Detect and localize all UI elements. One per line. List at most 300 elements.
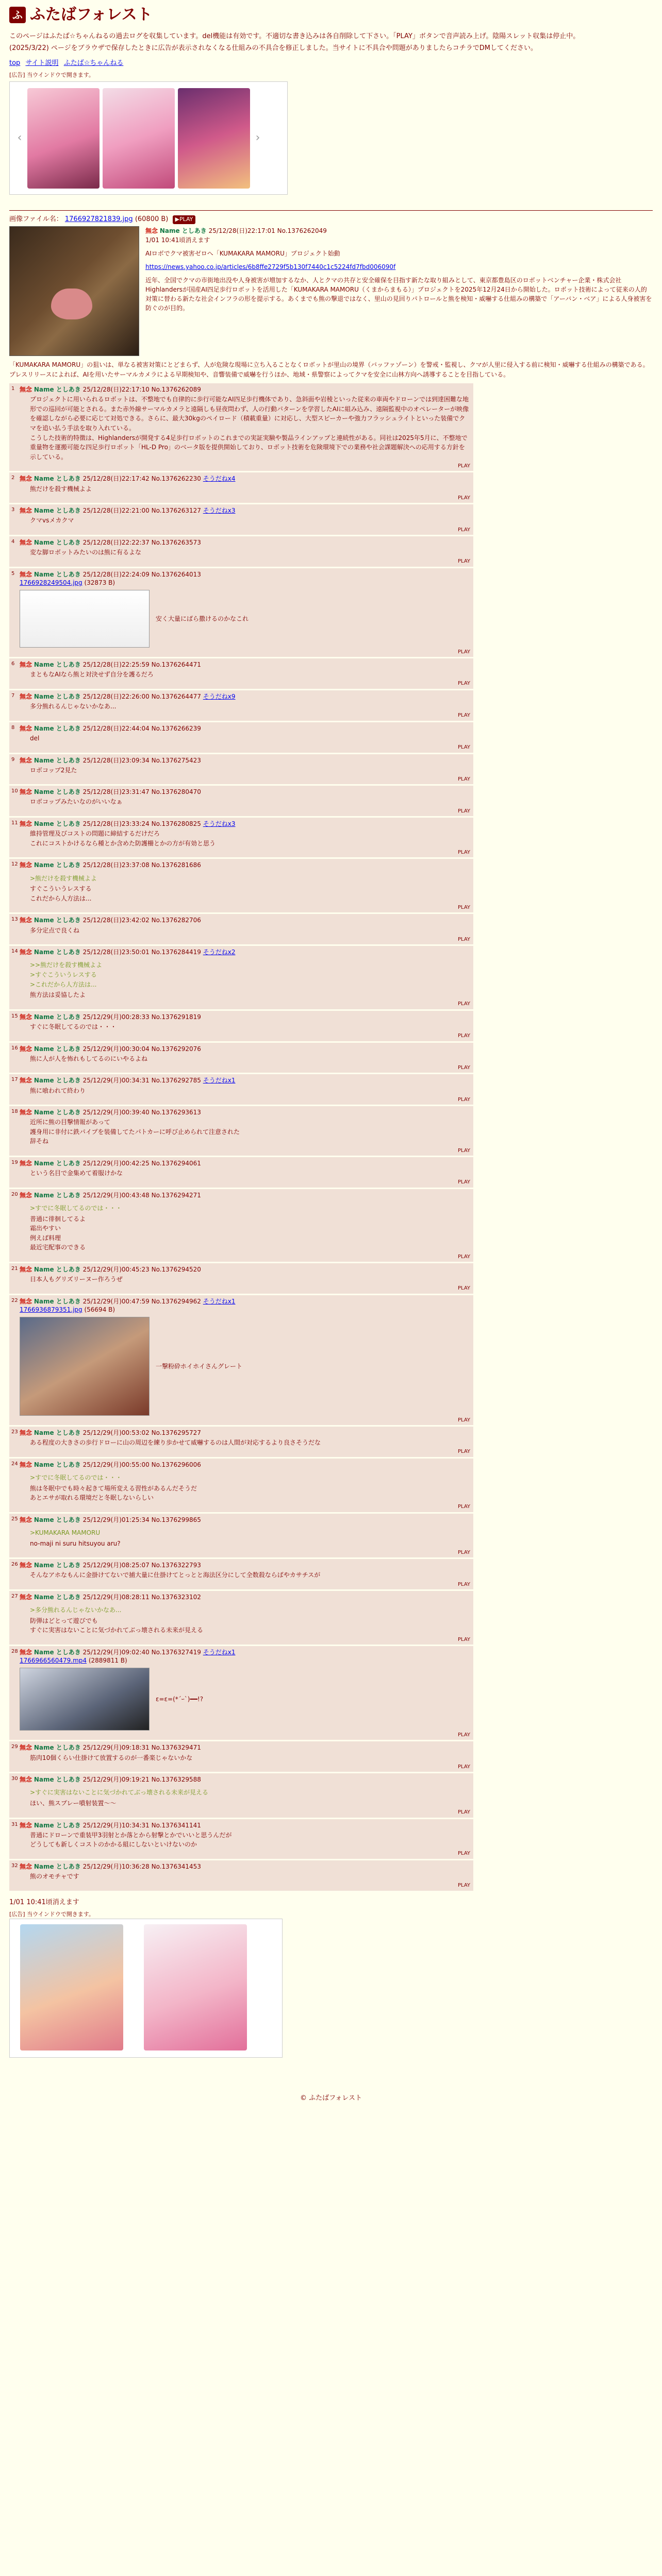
ad-label: [広告] 当ウインドウで開きます。 [9, 72, 94, 79]
chevron-left-icon[interactable]: ‹ [17, 131, 22, 145]
ad-thumbnail[interactable] [178, 88, 250, 189]
play-button[interactable]: PLAY [457, 1504, 470, 1510]
subject: 無念 [20, 570, 32, 578]
post-datetime: 25/12/28(日)22:22:37 [82, 539, 150, 547]
reply-index: 14 [11, 948, 18, 955]
play-button[interactable]: PLAY [457, 681, 470, 687]
reply-index: 9 [11, 756, 15, 762]
post-number[interactable]: No.1376327419 [151, 1649, 201, 1656]
reply-index: 6 [11, 661, 15, 667]
reply-quote: >すでに冬眠してるのでは・・・ [30, 1205, 122, 1212]
subject: 無念 [20, 1297, 32, 1305]
play-button[interactable]: PLAY [457, 558, 470, 565]
post-number[interactable]: No.1376281686 [151, 861, 201, 869]
post-datetime: 25/12/29(月)00:28:33 [82, 1013, 150, 1021]
reply-index: 19 [11, 1160, 18, 1166]
play-button[interactable]: PLAY [457, 1581, 470, 1587]
op-file-size: (60800 B) [135, 215, 169, 224]
reply-text: 熊は冬眠中でも時々起きて場所変える習性があるんだそうだ あとエサが取れる環境だと冬眠しないらしい [30, 1484, 197, 1502]
play-button[interactable]: PLAY [457, 936, 470, 942]
post-number[interactable]: No.1376262089 [151, 386, 201, 394]
reply-post [9, 786, 473, 816]
reply-post [9, 859, 473, 912]
reply-quote: >熊だけを殺す機械よよ [30, 874, 97, 882]
reply-text: そんなアホなもんに金掛けてないで捕大量に仕掛けてとっとと海法区分にして全数殺ならばやカサチスが [30, 1571, 321, 1579]
subject: 無念 [20, 861, 32, 869]
poster-name: Name としあき [34, 1862, 81, 1870]
notice-line: このページはふたば☆ちゃんねるの過去ログを収集しています。del機能は有効です。不適切な書き込みは各自削除して下さい。「PLAY」ボタンで音声読み上げ。陰陽スレット収集は停止中。 [9, 32, 580, 40]
play-button[interactable]: PLAY [457, 649, 470, 655]
subject: 無念 [20, 1862, 32, 1870]
post-number[interactable]: No.1376293613 [151, 1109, 201, 1116]
subject: 無念 [20, 475, 32, 483]
play-button[interactable]: PLAY [457, 808, 470, 814]
play-button[interactable]: PLAY [457, 1001, 470, 1007]
reply-quote: >すでに冬眠してるのでは・・・ [30, 1474, 122, 1482]
reply-index: 24 [11, 1461, 18, 1467]
post-datetime: 25/12/29(月)09:19:21 [82, 1776, 150, 1784]
play-button[interactable]: PLAY [457, 776, 470, 782]
post-number[interactable]: No.1376291819 [151, 1013, 201, 1021]
op-file-link[interactable]: 1766927821839.jpg [64, 215, 133, 224]
reply-post [9, 1189, 473, 1262]
post-number[interactable]: No.1376280470 [151, 788, 201, 796]
nav-links [9, 59, 653, 68]
reply-index: 32 [11, 1862, 18, 1869]
post-number[interactable]: No.1376263127 [151, 507, 201, 515]
post-datetime: 25/12/29(月)00:47:59 [82, 1297, 150, 1305]
post-number[interactable]: No.1376294271 [151, 1191, 201, 1199]
post-number[interactable]: No.1376341453 [151, 1862, 201, 1870]
op-headline: AIロボでクマ被害ゼロへ「KUMAKARA MAMORU」プロジェクト始動 [145, 249, 340, 257]
post-datetime: 25/12/28(日)22:17:10 [82, 386, 150, 394]
reply-text: 日本人もグリズリーヌー作ろうぜ [30, 1276, 123, 1283]
op-paragraph: 「KUMAKARA MAMORU」の狙いは、単なる被害対策にとどまらず、人が危険な現場に立ち入ることなくロボットが里山の境界（バッファゾーン）を警戒・監視し、クマが人里に侵入する前に検知・威嚇する仕組みの構築である。プレスリリースによれば、AIを用いたサーマルカメラによる早期検知や、音響装備で威嚇を行うほか、地域・県警察によってクマを安全に山林方向へ誘導することを目指している。 [9, 361, 649, 378]
ad-label: [広告] 当ウインドウで開きます。 [9, 1911, 94, 1918]
poster-name: Name としあき [34, 756, 81, 764]
poster-name: Name としあき [34, 1077, 81, 1084]
reply-post [9, 1043, 473, 1073]
reply-text: すぐこういうレスする これだから人方法は... [30, 885, 92, 902]
reply-text: 近所に熊の目撃情報があって 護身用に非付に鉄パイプを装備してたパトカーに呼び止められて注意された 辞そね [30, 1118, 240, 1145]
reply-index: 28 [11, 1649, 18, 1655]
reply-text: 防弾はどとって遊びでも すぐに実害はないことに気づかれてぶっ壊される未来が見える [30, 1617, 204, 1634]
reply-text: del [30, 734, 40, 742]
reply-index: 31 [11, 1821, 18, 1827]
poster-name: Name としあき [34, 1594, 81, 1601]
reply-index: 22 [11, 1297, 18, 1303]
post-datetime: 25/12/29(月)00:55:00 [82, 1461, 150, 1468]
subject: 無念 [20, 507, 32, 515]
post-datetime: 25/12/28(日)22:17:42 [82, 475, 150, 483]
reply-text: ε=ε=(*´ｰ`)━━!? [156, 1696, 204, 1703]
reply-index: 26 [11, 1562, 18, 1568]
post-datetime: 25/12/28(日)23:50:01 [82, 948, 150, 956]
play-button[interactable]: PLAY [457, 744, 470, 751]
reply-text: 普通にドローンで重装甲3羽射とか落とから射撃とかでいいと思うんだが どうしても新しくコストのかかる組にしないといけないのか [30, 1831, 232, 1849]
ad-banner[interactable] [9, 1919, 283, 2058]
reply-text: 熊方法は妥協したよ [30, 991, 86, 999]
reply-post [9, 504, 473, 535]
post-number[interactable]: No.1376266239 [151, 724, 201, 732]
poster-name: Name としあき [159, 227, 207, 234]
sodane-button[interactable]: そうだねx4 [203, 475, 236, 483]
sodane-button[interactable]: そうだねx1 [203, 1649, 236, 1656]
reply-text: 熊に喰われて終わり [30, 1087, 86, 1094]
reply-text: 変な脚ロボットみたいのは熊に有るよな [30, 549, 142, 556]
nav-futaba-link[interactable]: ふたば☆ちゃんねる [63, 59, 124, 67]
subject: 無念 [20, 1744, 32, 1752]
site-title[interactable]: ふたばフォレスト [30, 5, 153, 24]
reply-post [9, 1459, 473, 1512]
reply-text: ほい、熊スプレー噴射装置〜〜 [30, 1799, 117, 1807]
subject: 無念 [20, 1516, 32, 1523]
post-number[interactable]: No.1376264471 [151, 661, 201, 669]
reply-post [9, 1106, 473, 1156]
reply-post [9, 914, 473, 944]
subject: 無念 [20, 788, 32, 796]
post-number[interactable]: No.1376323102 [151, 1594, 201, 1601]
op-file-line [9, 215, 653, 224]
post-datetime: 25/12/29(月)08:28:11 [82, 1594, 150, 1601]
reply-post [9, 1860, 473, 1891]
post-datetime: 25/12/29(月)00:43:48 [82, 1191, 150, 1199]
op-image[interactable] [9, 226, 139, 356]
op-paragraph: 近年、全国でクマの市街地出没や人身被害が増加するなか、人とクマの共存と安全確保を目指す新たな取り組みとして、東京都豊島区のロボットベンチャー企業・株式会社Highlandersが国産AI四足歩行ロボットを活用した「KUMAKARA MAMORU（くまからまもる）」プロジェクトを2025年12月24日から開始した。ロボット技術によって従来の人的対策に替わる新たな社会インフラの形を提示する。あくまでも熊の撃退ではなく、里山の見回りパトロールと熊を検知・威嚇する仕組みの構築で「アーバン・ベア」による人身被害を防ぐのが目的。 [145, 276, 652, 312]
poster-name: Name としあき [34, 1821, 81, 1829]
poster-name: Name としあき [34, 1160, 81, 1167]
reply-index: 15 [11, 1013, 18, 1019]
divider [9, 210, 653, 211]
reply-index: 25 [11, 1516, 18, 1522]
post-datetime: 25/12/29(月)00:53:02 [82, 1429, 150, 1437]
reply-index: 21 [11, 1266, 18, 1272]
subject: 無念 [20, 1013, 32, 1021]
play-button[interactable]: PLAY [457, 713, 470, 719]
reply-text: まともなAIなら熊と対決せず自分を護るだろ [30, 671, 154, 679]
sodane-button[interactable]: そうだねx1 [203, 1077, 236, 1084]
reply-post [9, 818, 473, 857]
reply-post [9, 383, 473, 471]
post-number[interactable]: No.1376264477 [151, 692, 201, 700]
poster-name: Name としあき [34, 1013, 81, 1021]
reply-post [9, 690, 473, 721]
post-datetime: 25/12/28(日)23:33:24 [82, 820, 150, 828]
poster-name: Name としあき [34, 1109, 81, 1116]
post-number[interactable]: No.1376329588 [151, 1776, 201, 1784]
post-datetime: 25/12/29(月)00:30:04 [82, 1045, 150, 1053]
sodane-button[interactable]: そうだねx1 [203, 1297, 236, 1305]
sodane-button[interactable]: そうだねx3 [203, 820, 236, 828]
sodane-button[interactable]: そうだねx2 [203, 948, 236, 956]
poster-name: Name としあき [34, 386, 81, 394]
reply-post [9, 1011, 473, 1041]
reply-text: クマvsメカクマ [30, 517, 74, 524]
reply-post [9, 722, 473, 753]
reply-index: 10 [11, 788, 18, 794]
sodane-button[interactable]: そうだねx9 [203, 692, 236, 700]
reply-index: 20 [11, 1191, 18, 1197]
post-number[interactable]: No.1376282706 [151, 917, 201, 924]
reply-post [9, 1263, 473, 1294]
play-button[interactable]: PLAY [457, 1449, 470, 1455]
play-button[interactable]: PLAY [457, 904, 470, 910]
subject: 無念 [20, 1045, 32, 1053]
reply-quote: >KUMAKARA MAMORU [30, 1529, 101, 1537]
post-number[interactable]: No.1376292785 [151, 1077, 201, 1084]
subject: 無念 [20, 820, 32, 828]
play-button[interactable]: PLAY [457, 1549, 470, 1555]
reply-list [9, 383, 653, 1891]
reply-file-link[interactable]: 1766928249504.jpg [20, 579, 82, 586]
sodane-button[interactable]: そうだねx3 [203, 507, 236, 515]
reply-image[interactable] [20, 1317, 150, 1416]
play-button[interactable]: PLAY [457, 1285, 470, 1292]
post-datetime: 25/12/28(日)22:21:00 [82, 507, 150, 515]
reply-quote: >すぐに実害はないことに気づかれてぶっ壊される未来が見える [30, 1789, 209, 1797]
notice [9, 32, 653, 54]
poster-name: Name としあき [34, 861, 81, 869]
reply-index: 30 [11, 1776, 18, 1782]
post-number[interactable]: No.1376299865 [151, 1516, 201, 1523]
post-datetime: 25/12/29(月)00:42:25 [82, 1160, 150, 1167]
play-button[interactable]: PLAY [457, 1883, 470, 1889]
play-button[interactable]: PLAY [457, 1809, 470, 1816]
play-button[interactable]: ▶PLAY [173, 215, 196, 224]
play-button[interactable]: PLAY [457, 1179, 470, 1185]
subject: 無念 [145, 227, 158, 234]
notice-line: (2025/3/22) ページをブラウザで保存したときに広告が表示されなくなる仕組みの不具合を修正しました。当サイトに不具合や問題がありましたらコチラでDMしてください。 [9, 44, 537, 52]
poster-name: Name としあき [34, 475, 81, 483]
reply-post [9, 568, 473, 657]
play-button[interactable]: PLAY [457, 849, 470, 855]
nav-top-link[interactable]: top [9, 59, 21, 67]
reply-post [9, 754, 473, 785]
reply-text: ロボコップみたいなのがいいなぁ [30, 798, 123, 806]
reply-index: 29 [11, 1744, 18, 1750]
poster-name: Name としあき [34, 1191, 81, 1199]
poster-name: Name としあき [34, 1045, 81, 1053]
play-button[interactable]: PLAY [457, 1033, 470, 1039]
poster-name: Name としあき [34, 661, 81, 669]
poster-name: Name としあき [34, 1266, 81, 1274]
poster-name: Name としあき [34, 1744, 81, 1752]
post-number[interactable]: No.1376294520 [151, 1266, 201, 1274]
subject: 無念 [20, 724, 32, 732]
post-datetime: 25/12/29(月)08:25:07 [82, 1562, 150, 1569]
reply-post [9, 1427, 473, 1457]
poster-name: Name としあき [34, 724, 81, 732]
reply-text: プロジェクトに用いられるロボットは、不整地でも自律的に歩行可能なAI四足歩行機体であり、急斜面や岩稜といった従来の車両やドローンでは到達困難な地形での巡回が可能とされる。また赤外線サーマルカメラと遠隔しも昼夜問わず、人の行動パターンを学習したAIに組み込み、遠隔監視中のオペレーターが映像を確認しながら必要に応じて対処できる。さらに、最大30kgのペイロード（積載重量）に対応し、大型スピーカーや強力フラッシュライトといった装備でクマを追い払う手法を取り入れている。 こうした技術的特徴は、Highlandersが開発する4足歩行ロボットのこれまでの実証実験や製品ラインアップと連続性がある。同社は2025年5月に、不整地で重量物を運搬可能な四足歩行ロボット「HL-D Pro」のベータ版を提供開始しており、ロボット技術を危険環境下での業務や社会課題解決への応用する方針を示している。 [30, 396, 469, 461]
reply-text: no-maji ni suru hitsuyou aru? [30, 1539, 121, 1547]
subject: 無念 [20, 661, 32, 669]
post-datetime: 25/12/29(月)10:34:31 [82, 1821, 150, 1829]
subject: 無念 [20, 1461, 32, 1468]
ad-thumbnail[interactable] [103, 88, 175, 189]
poster-name: Name としあき [34, 820, 81, 828]
reply-file-size: (2889811 B) [88, 1657, 127, 1665]
post-number[interactable]: No.1376262049 [277, 227, 327, 234]
poster-name: Name としあき [34, 692, 81, 700]
play-button[interactable]: PLAY [457, 1064, 470, 1071]
poster-name: Name としあき [34, 1649, 81, 1656]
file-label: 画像ファイル名： [9, 215, 63, 224]
reply-quote: >>熊だけを殺す機械よよ >すぐこういうレスする >これだから人方法は... [30, 961, 103, 988]
reply-index: 12 [11, 861, 18, 868]
post-datetime: 25/12/28(日)23:31:47 [82, 788, 150, 796]
reply-index: 27 [11, 1594, 18, 1600]
reply-text: 多分熊れるんじゃないかなあ... [30, 703, 117, 710]
reply-image[interactable] [20, 1668, 150, 1731]
ad-thumbnail[interactable] [27, 88, 100, 189]
poster-name: Name としあき [34, 948, 81, 956]
post-datetime: 25/12/29(月)00:39:40 [82, 1109, 150, 1116]
reply-text: すぐに冬眠してるのでは・・・ [30, 1023, 117, 1030]
subject: 無念 [20, 1160, 32, 1167]
post-datetime: 25/12/29(月)10:36:28 [82, 1862, 150, 1870]
reply-text: 維持管理及びコストの問題に締結するだけだろ これにコストかけるなら種とか含めた防護柵とかの方が有効と思う [30, 830, 216, 847]
post-number[interactable]: No.1376284419 [151, 948, 201, 956]
post-datetime: 25/12/28(日)22:44:04 [82, 724, 150, 732]
reply-post [9, 946, 473, 1009]
post-number[interactable]: No.1376294061 [151, 1160, 201, 1167]
subject: 無念 [20, 539, 32, 547]
play-button[interactable]: PLAY [457, 1253, 470, 1260]
subject: 無念 [20, 1109, 32, 1116]
poster-name: Name としあき [34, 570, 81, 578]
post-datetime: 25/12/29(月)00:45:23 [82, 1266, 150, 1274]
subject: 無念 [20, 1594, 32, 1601]
reply-post [9, 1741, 473, 1772]
expire-footer: 1/01 10:41頃消えます [9, 1898, 79, 1906]
reply-post [9, 1559, 473, 1589]
reply-image[interactable] [20, 590, 150, 648]
subject: 無念 [20, 1821, 32, 1829]
post-number[interactable]: No.1376264013 [151, 570, 201, 578]
post-number[interactable]: No.1376295727 [151, 1429, 201, 1437]
post-datetime: 25/12/29(月)01:25:34 [82, 1516, 150, 1523]
reply-quote: >多分熊れるんじゃないかなあ... [30, 1606, 122, 1614]
reply-post [9, 658, 473, 689]
reply-index: 16 [11, 1045, 18, 1051]
post-number[interactable]: No.1376275423 [151, 756, 201, 764]
post-number[interactable]: No.1376294962 [151, 1297, 201, 1305]
reply-index: 1 [11, 386, 15, 392]
reply-post [9, 536, 473, 567]
play-button[interactable]: PLAY [457, 1096, 470, 1103]
op-article-link[interactable]: https://news.yahoo.co.jp/articles/6b8ffe2729f5b130f7440c1c5224fd7fbd006090f [145, 263, 396, 270]
poster-name: Name としあき [34, 539, 81, 547]
post-datetime: 25/12/29(月)09:02:40 [82, 1649, 150, 1656]
reply-index: 18 [11, 1109, 18, 1115]
post-datetime: 25/12/28(日)23:42:02 [82, 917, 150, 924]
play-button[interactable]: PLAY [457, 527, 470, 533]
reply-index: 2 [11, 475, 15, 481]
reply-text: 筋肉10個くらい仕掛けて放置するのが一番楽じゃないかな [30, 1754, 193, 1761]
reply-file-link[interactable]: 1766966560479.mp4 [20, 1657, 87, 1665]
subject: 無念 [20, 1266, 32, 1274]
reply-post [9, 1074, 473, 1105]
play-button[interactable]: PLAY [457, 1147, 470, 1154]
reply-post [9, 1773, 473, 1817]
reply-text: 熊だけを殺す機械よよ [30, 485, 92, 493]
ad-carousel[interactable] [9, 81, 288, 195]
post-number[interactable]: No.1376296006 [151, 1461, 201, 1468]
play-button[interactable]: PLAY [457, 1764, 470, 1770]
site-header [9, 0, 653, 30]
reply-file-size: (32873 B) [84, 579, 115, 586]
post-number[interactable]: No.1376263573 [151, 539, 201, 547]
reply-post [9, 1157, 473, 1188]
play-button[interactable]: PLAY [457, 1732, 470, 1738]
post-number[interactable]: No.1376262230 [151, 475, 201, 483]
post-datetime: 25/12/28(日)23:37:08 [82, 861, 150, 869]
reply-post [9, 1819, 473, 1859]
reply-post [9, 1591, 473, 1645]
subject: 無念 [20, 1429, 32, 1437]
subject: 無念 [20, 1649, 32, 1656]
post-number[interactable]: No.1376341141 [151, 1821, 201, 1829]
reply-index: 7 [11, 692, 15, 699]
ad-thumbnail[interactable] [144, 1924, 247, 2050]
post-datetime: 25/12/28(日)22:24:09 [82, 570, 150, 578]
post-number[interactable]: No.1376329471 [151, 1744, 201, 1752]
reply-index: 11 [11, 820, 18, 826]
poster-name: Name としあき [34, 1429, 81, 1437]
reply-text: ある程度の大きさの歩行ドローに山の周辺を練り歩かせて威嚇するのは人間が対応するより良さそうだな [30, 1439, 321, 1447]
subject: 無念 [20, 1191, 32, 1199]
reply-text: という名目で金集めて着服けかな [30, 1170, 123, 1177]
post-number[interactable]: No.1376292076 [151, 1045, 201, 1053]
reply-text: 熊のオモチャです [30, 1873, 79, 1880]
site-logo[interactable]: ふ [9, 7, 26, 23]
subject: 無念 [20, 756, 32, 764]
reply-index: 13 [11, 917, 18, 923]
post-datetime: 25/12/29(月)09:18:31 [82, 1744, 150, 1752]
play-button[interactable]: PLAY [457, 1417, 470, 1423]
poster-name: Name としあき [34, 1297, 81, 1305]
play-button[interactable]: PLAY [457, 1851, 470, 1857]
reply-post [9, 1646, 473, 1740]
nav-sitemap-link[interactable]: サイト説明 [25, 59, 59, 67]
post-datetime: 25/12/28(日)22:25:59 [82, 661, 150, 669]
op-post [9, 215, 653, 379]
post-datetime: 25/12/28(日)23:09:34 [82, 756, 150, 764]
play-button[interactable]: PLAY [457, 495, 470, 501]
post-datetime: 25/12/29(月)00:34:31 [82, 1077, 150, 1084]
play-button[interactable]: PLAY [457, 1636, 470, 1642]
subject: 無念 [20, 692, 32, 700]
subject: 無念 [20, 917, 32, 924]
reply-post [9, 1295, 473, 1425]
reply-post [9, 1514, 473, 1557]
ad-thumbnail[interactable] [20, 1924, 123, 2050]
poster-name: Name としあき [34, 507, 81, 515]
reply-file-size: (56694 B) [84, 1306, 115, 1313]
poster-name: Name としあき [34, 788, 81, 796]
post-number[interactable]: No.1376280825 [151, 820, 201, 828]
play-button[interactable]: PLAY [457, 463, 470, 469]
reply-file-link[interactable]: 1766936879351.jpg [20, 1306, 82, 1313]
post-number[interactable]: No.1376322793 [151, 1562, 201, 1569]
chevron-right-icon[interactable]: › [255, 131, 260, 145]
reply-index: 8 [11, 724, 15, 731]
reply-index: 3 [11, 507, 15, 513]
subject: 無念 [20, 948, 32, 956]
reply-text: 一撃粉砕ホイホイさんグレート [156, 1362, 243, 1370]
poster-name: Name としあき [34, 1776, 81, 1784]
subject: 無念 [20, 1077, 32, 1084]
